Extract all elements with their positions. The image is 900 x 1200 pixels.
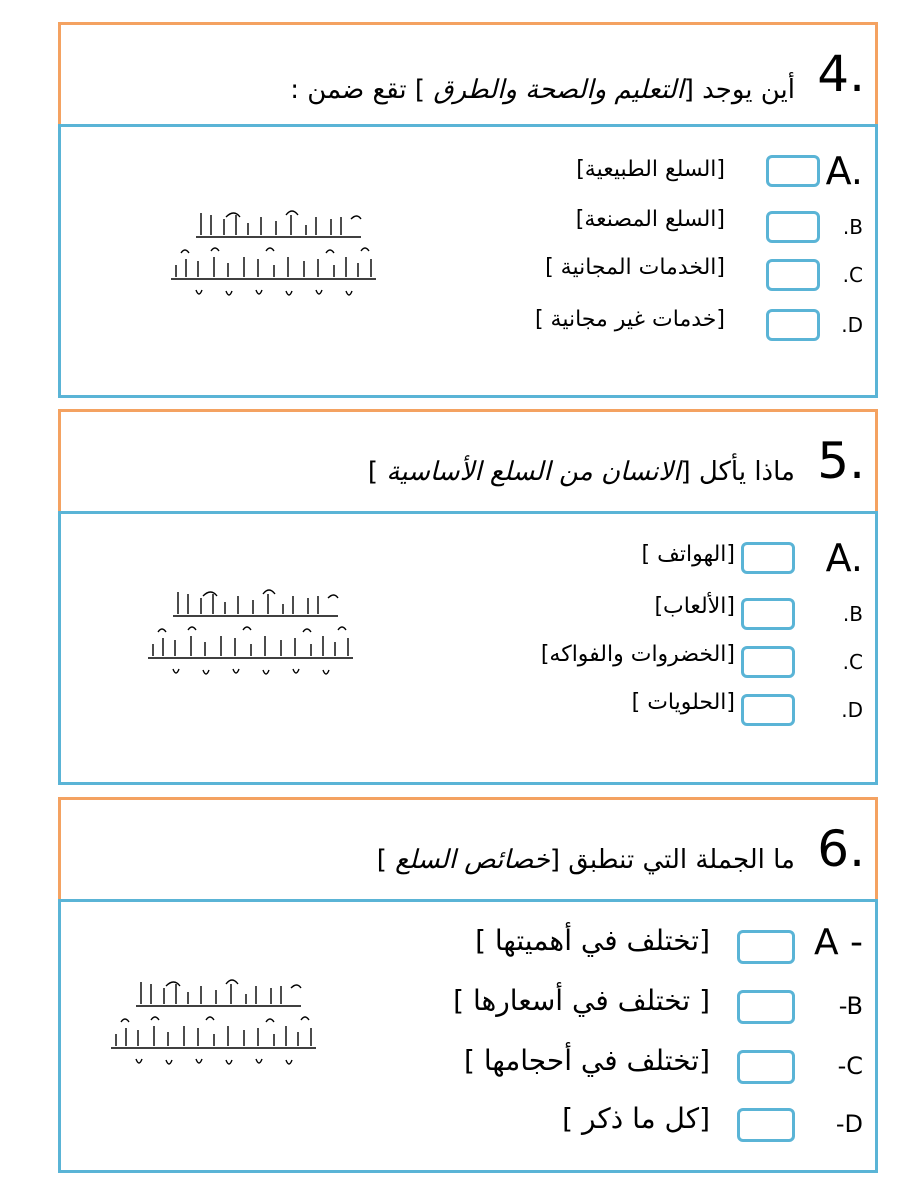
option-text: [الحلويات ] <box>631 690 735 715</box>
option-d[interactable] <box>61 1102 875 1142</box>
answer-checkbox[interactable] <box>741 694 795 726</box>
answer-checkbox[interactable] <box>737 1050 795 1084</box>
question-text: ماذا يأكل [الانسان من السلع الأساسية ] <box>367 457 795 487</box>
option-text: [تختلف في أهميتها ] <box>475 924 710 957</box>
option-text: [السلع الطبيعية] <box>576 157 725 182</box>
question-header <box>58 797 878 900</box>
signature-image <box>166 205 381 305</box>
answer-checkbox[interactable] <box>766 155 820 187</box>
question-6 <box>58 797 876 1177</box>
option-text: [كل ما ذكر ] <box>562 1102 710 1135</box>
answer-checkbox[interactable] <box>741 598 795 630</box>
option-text: [تختلف في أحجامها ] <box>464 1044 710 1077</box>
answer-checkbox[interactable] <box>741 542 795 574</box>
option-d[interactable] <box>61 305 875 345</box>
question-header <box>58 409 878 512</box>
question-number: 4. <box>817 45 865 103</box>
option-letter: -C <box>837 1052 863 1080</box>
option-text: [خدمات غير مجانية ] <box>534 307 725 332</box>
option-letter: -B <box>838 992 863 1020</box>
option-a[interactable] <box>61 149 875 193</box>
options-panel <box>58 511 878 785</box>
question-5 <box>58 409 876 784</box>
answer-checkbox[interactable] <box>737 930 795 964</box>
question-number: 5. <box>817 432 865 490</box>
question-text: ما الجملة التي تنطبق [خصائص السلع ] <box>376 845 795 875</box>
answer-checkbox[interactable] <box>737 1108 795 1142</box>
question-header <box>58 22 878 125</box>
option-letter: .D <box>841 313 863 337</box>
question-4 <box>58 22 876 397</box>
question-text: أين يوجد [التعليم والصحة والطرق ] تقع ضمن : <box>290 75 795 105</box>
option-letter: .B <box>842 602 863 626</box>
option-text: [الهواتف ] <box>641 542 735 567</box>
option-letter: A - <box>813 922 863 963</box>
signature-stamp <box>166 205 381 305</box>
options-panel <box>58 124 878 398</box>
answer-checkbox[interactable] <box>766 309 820 341</box>
signature-image <box>143 584 358 684</box>
option-letter: A. <box>825 149 863 193</box>
answer-checkbox[interactable] <box>741 646 795 678</box>
option-text: [الخضروات والفواكه] <box>540 642 735 667</box>
signature-stamp <box>143 584 358 684</box>
option-letter: -D <box>835 1110 863 1138</box>
answer-checkbox[interactable] <box>766 211 820 243</box>
option-text: [الألعاب] <box>654 594 735 619</box>
option-text: [السلع المصنعة] <box>575 207 725 232</box>
option-a[interactable] <box>61 536 875 580</box>
option-letter: .B <box>842 215 863 239</box>
signature-image <box>106 974 321 1074</box>
option-letter: .D <box>841 698 863 722</box>
option-a[interactable] <box>61 922 875 962</box>
question-number: 6. <box>817 820 865 878</box>
option-letter: .C <box>842 650 863 674</box>
option-d[interactable] <box>61 690 875 730</box>
option-text: [الخدمات المجانية ] <box>545 255 725 280</box>
signature-stamp <box>106 974 321 1074</box>
option-letter: .C <box>842 263 863 287</box>
option-letter: A. <box>825 536 863 580</box>
options-panel <box>58 899 878 1173</box>
answer-checkbox[interactable] <box>766 259 820 291</box>
option-text: [ تختلف في أسعارها ] <box>453 984 710 1017</box>
answer-checkbox[interactable] <box>737 990 795 1024</box>
